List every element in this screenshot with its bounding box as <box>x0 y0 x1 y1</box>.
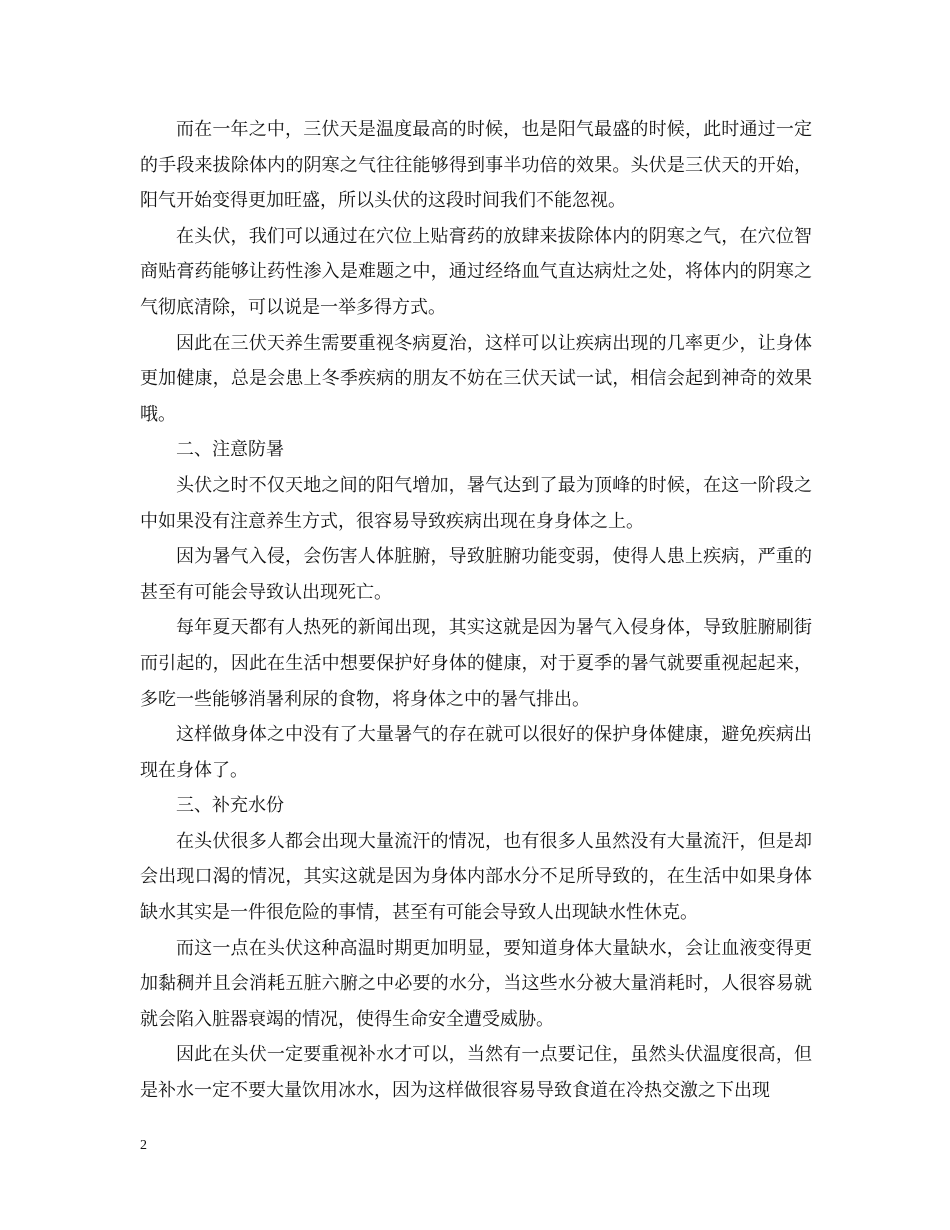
paragraph: 而在一年之中，三伏天是温度最高的时候，也是阳气最盛的时候，此时通过一定的手段来拔除体内的阴寒之气往往能够得到事半功倍的效果。头伏是三伏天的开始，阳气开始变得更加旺盛，所以头伏的这段时间我们不能忽视。 <box>140 119 812 212</box>
paragraph: 因此在头伏一定要重视补水才可以，当然有一点要记住，虽然头伏温度很高，但是补水一定不要大量饮用冰水，因为这样做很容易导致食道在冷热交激之下出现 <box>140 1044 812 1102</box>
paragraph: 因为暑气入侵，会伤害人体脏腑，导致脏腑功能变弱，使得人患上疾病，严重的甚至有可能会导致认出现死亡。 <box>140 546 812 603</box>
document-body <box>140 112 812 1109</box>
paragraph: 每年夏天都有人热死的新闻出现，其实这就是因为暑气入侵身体，导致脏腑刷街而引起的，因此在生活中想要保护好身体的健康，对于夏季的暑气就要重视起起来，多吃一些能够消暑利尿的食物，将身体之中的暑气排出。 <box>140 617 812 710</box>
section-heading: 二、注意防暑 <box>176 439 284 461</box>
page-number: 2 <box>140 1138 147 1153</box>
paragraph: 因此在三伏天养生需要重视冬病夏治，这样可以让疾病出现的几率更少，让身体更加健康，总是会患上冬季疾病的朋友不妨在三伏天试一试，相信会起到神奇的效果哦。 <box>140 332 812 425</box>
paragraph: 而这一点在头伏这种高温时期更加明显，要知道身体大量缺水，会让血液变得更加黏稠并且会消耗五脏六腑之中必要的水分，当这些水分被大量消耗时，人很容易就就会陷入脏器衰竭的情况，使得生命安全遭受威胁。 <box>140 937 812 1030</box>
paragraph: 这样做身体之中没有了大量暑气的存在就可以很好的保护身体健康，避免疾病出现在身体了。 <box>140 724 812 781</box>
paragraph: 在头伏，我们可以通过在穴位上贴膏药的放肆来拔除体内的阴寒之气，在穴位智商贴膏药能够让药性渗入是难题之中，通过经络血气直达病灶之处，将体内的阴寒之气彻底清除，可以说是一举多得方式。 <box>140 225 812 318</box>
paragraph: 在头伏很多人都会出现大量流汗的情况，也有很多人虽然没有大量流汗，但是却会出现口渴的情况，其实这就是因为身体内部水分不足所导致的，在生活中如果身体缺水其实是一件很危险的事情，甚至有可能会导致人出现缺水性休克。 <box>140 830 812 924</box>
section-heading: 三、补充水份 <box>176 795 284 817</box>
paragraph: 头伏之时不仅天地之间的阳气增加，暑气达到了最为顶峰的时候，在这一阶段之中如果没有注意养生方式，很容易导致疾病出现在身身体之上。 <box>140 474 812 532</box>
